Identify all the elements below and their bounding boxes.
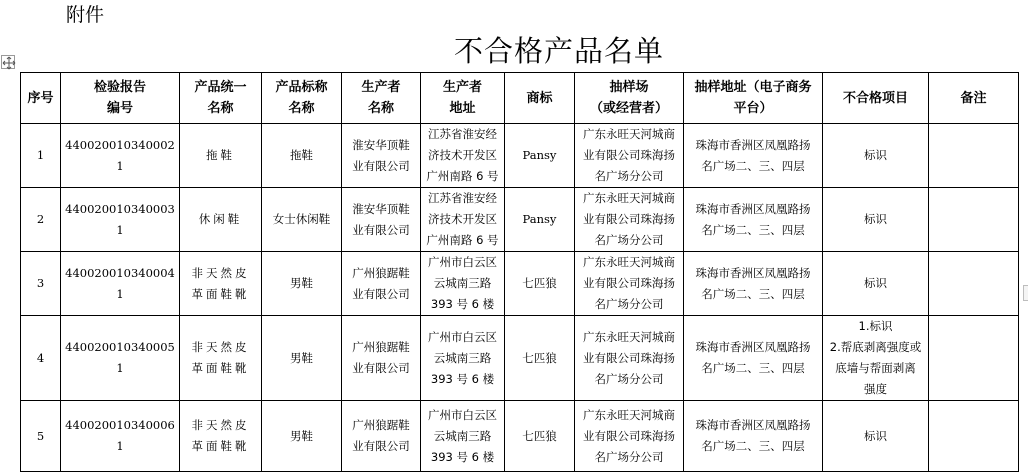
column-header xyxy=(61,73,180,124)
unqualified-items-line: 底墙与帮面剥离 xyxy=(835,361,916,375)
unqualified-items-line: 1.标识 xyxy=(858,319,893,333)
nominal-name-line: 男鞋 xyxy=(290,276,313,290)
sampling-address-line: 名广场二、三、四层 xyxy=(701,158,805,173)
brand-line: Pansy xyxy=(522,212,557,226)
table-row xyxy=(21,316,1019,401)
producer-address-line: 云城南三路 xyxy=(433,276,492,290)
producer-address-line: 393 号 6 楼 xyxy=(430,449,495,464)
sampling-address xyxy=(684,401,823,472)
remark xyxy=(929,188,1019,252)
row-number xyxy=(21,124,61,188)
unified-name-line: 革面鞋靴 xyxy=(191,361,250,375)
producer-address-line: 云城南三路 xyxy=(433,350,492,365)
scroll-edge-marker[interactable] xyxy=(1023,285,1028,301)
unified-name-line: 休闲鞋 xyxy=(198,212,243,226)
report-number xyxy=(61,316,180,401)
column-header xyxy=(929,73,1019,124)
column-header-line: 名称 xyxy=(207,101,234,116)
sampling-site-line: 名广场分公司 xyxy=(594,169,664,183)
report-number xyxy=(61,188,180,252)
brand xyxy=(505,316,575,401)
column-header-line: 序号 xyxy=(27,90,54,106)
producer-name xyxy=(342,401,421,472)
nominal-name xyxy=(262,316,342,401)
column-header xyxy=(342,73,421,124)
sampling-site-line: 名广场分公司 xyxy=(594,233,664,247)
row-number xyxy=(21,188,61,252)
sampling-site-line: 业有限公司珠海扬 xyxy=(583,148,675,162)
producer-address-line: 393 号 6 楼 xyxy=(430,297,495,311)
nominal-name xyxy=(262,124,342,188)
brand xyxy=(505,124,575,188)
unqualified-items-line: 标识 xyxy=(864,148,887,162)
unified-name-line: 非天然皮 xyxy=(191,418,250,432)
producer-address-line: 广州南路 6 号 xyxy=(426,169,499,183)
column-header-line: 名称 xyxy=(367,101,394,116)
column-header xyxy=(262,73,342,124)
sampling-site-line: 广东永旺天河城商 xyxy=(583,255,675,269)
remark xyxy=(929,252,1019,316)
sampling-site-line: 业有限公司珠海扬 xyxy=(583,212,675,226)
sampling-address xyxy=(684,252,823,316)
nominal-name-line: 女士休闲鞋 xyxy=(272,212,331,226)
nominal-name xyxy=(262,188,342,252)
sampling-address-line: 名广场二、三、四层 xyxy=(701,439,805,453)
document-title: 不合格产品名单 xyxy=(453,34,664,68)
nominal-name xyxy=(262,401,342,472)
producer-address-line: 广州市白云区 xyxy=(428,407,497,422)
sampling-address-line: 名广场二、三、四层 xyxy=(701,361,805,375)
sampling-address-line: 珠海市香洲区凤凰路扬 xyxy=(695,137,811,152)
table-row xyxy=(21,401,1019,472)
nominal-name xyxy=(262,252,342,316)
unqualified-items-line: 标识 xyxy=(864,212,887,226)
producer-name-line: 广州狼踞鞋 xyxy=(352,265,410,280)
sampling-site xyxy=(575,401,684,472)
producer-address xyxy=(421,252,505,316)
producer-address-line: 广州南路 6 号 xyxy=(426,233,499,247)
brand-line: 七匹狼 xyxy=(522,350,557,365)
report-number-line: 4400200103400021 xyxy=(65,137,175,173)
producer-name xyxy=(342,252,421,316)
producer-name-line: 淮安华顶鞋 xyxy=(352,201,410,216)
sampling-address-line: 名广场二、三、四层 xyxy=(701,286,805,301)
table-header-row xyxy=(21,73,1019,124)
column-header-line: 平台） xyxy=(733,101,773,116)
sampling-address-line: 珠海市香洲区凤凰路扬 xyxy=(695,340,811,354)
sampling-site-line: 业有限公司珠海扬 xyxy=(583,428,675,443)
producer-address-line: 济技术开发区 xyxy=(428,212,497,226)
sampling-site-line: 名广场分公司 xyxy=(594,297,664,311)
unqualified-items xyxy=(823,316,929,401)
producer-address-line: 广州市白云区 xyxy=(428,255,497,269)
sampling-address-line: 珠海市香洲区凤凰路扬 xyxy=(695,265,811,280)
brand xyxy=(505,188,575,252)
producer-address xyxy=(421,124,505,188)
column-header-line: 产品标称 xyxy=(275,80,328,95)
column-header xyxy=(21,73,61,124)
row-number-line: 3 xyxy=(36,276,45,290)
report-number xyxy=(61,252,180,316)
unified-name-line: 革面鞋靴 xyxy=(191,286,250,301)
unified-name xyxy=(180,252,262,316)
unqualified-items xyxy=(823,401,929,472)
sampling-address-line: 珠海市香洲区凤凰路扬 xyxy=(695,418,811,432)
brand xyxy=(505,252,575,316)
report-number xyxy=(61,401,180,472)
brand xyxy=(505,401,575,472)
producer-name-line: 业有限公司 xyxy=(352,439,410,453)
column-header-line: 地址 xyxy=(449,101,476,116)
column-header-line: 检验报告 xyxy=(93,80,146,95)
producer-name-line: 业有限公司 xyxy=(352,158,410,173)
column-header-line: 抽样地址（电子商务 xyxy=(694,80,812,95)
column-header xyxy=(505,73,575,124)
unified-name-line: 非天然皮 xyxy=(191,340,250,354)
sampling-address xyxy=(684,124,823,188)
producer-name-line: 淮安华顶鞋 xyxy=(352,137,410,152)
attachment-label: 附件 xyxy=(66,4,105,26)
unified-name xyxy=(180,188,262,252)
table-row xyxy=(21,188,1019,252)
unqualified-items xyxy=(823,124,929,188)
producer-name-line: 业有限公司 xyxy=(352,361,410,375)
row-number-line: 5 xyxy=(36,428,45,443)
sampling-site-line: 名广场分公司 xyxy=(594,371,664,386)
row-number xyxy=(21,316,61,401)
unqualified-items xyxy=(823,188,929,252)
sampling-address-line: 名广场二、三、四层 xyxy=(701,222,805,237)
sampling-site xyxy=(575,316,684,401)
remark xyxy=(929,124,1019,188)
unqualified-items-line: 强度 xyxy=(864,382,887,396)
column-header-line: 不合格项目 xyxy=(842,90,908,106)
column-header-line: （或经营者） xyxy=(589,101,668,116)
unified-name xyxy=(180,401,262,472)
row-number-line: 1 xyxy=(36,148,45,162)
remark xyxy=(929,401,1019,472)
row-number-line: 4 xyxy=(36,350,45,365)
sampling-site xyxy=(575,252,684,316)
column-header-line: 生产者 xyxy=(361,80,401,95)
column-header xyxy=(180,73,262,124)
producer-address-line: 393 号 6 楼 xyxy=(430,371,495,386)
unqualified-items xyxy=(823,252,929,316)
column-header xyxy=(575,73,684,124)
unqualified-items-line: 2.帮底剥离强度或 xyxy=(829,340,922,354)
producer-name-line: 广州狼踞鞋 xyxy=(352,340,410,354)
column-header-line: 商标 xyxy=(526,90,553,106)
sampling-site-line: 广东永旺天河城商 xyxy=(583,407,675,422)
unified-name xyxy=(180,316,262,401)
unified-name-line: 革面鞋靴 xyxy=(191,439,250,453)
sampling-address xyxy=(684,316,823,401)
nominal-name-line: 男鞋 xyxy=(290,428,313,443)
column-header xyxy=(823,73,929,124)
producer-address-line: 广州市白云区 xyxy=(428,329,497,344)
sampling-site-line: 广东永旺天河城商 xyxy=(583,329,675,344)
table-body xyxy=(21,124,1019,472)
table-row xyxy=(21,124,1019,188)
producer-address-line: 江苏省淮安经 xyxy=(428,127,497,141)
report-number-line: 4400200103400041 xyxy=(65,265,175,301)
sampling-site-line: 广东永旺天河城商 xyxy=(583,127,675,141)
producer-name-line: 广州狼踞鞋 xyxy=(352,418,410,432)
unqualified-items-line: 标识 xyxy=(864,428,887,443)
row-number xyxy=(21,401,61,472)
column-header-line: 生产者 xyxy=(442,80,482,95)
sampling-site-line: 业有限公司珠海扬 xyxy=(583,276,675,290)
producer-address-line: 江苏省淮安经 xyxy=(428,191,497,205)
producer-name xyxy=(342,188,421,252)
unified-name-line: 拖鞋 xyxy=(206,148,235,162)
sampling-address xyxy=(684,188,823,252)
column-header-line: 备注 xyxy=(960,90,987,106)
producer-name-line: 业有限公司 xyxy=(352,222,410,237)
brand-line: Pansy xyxy=(522,148,557,162)
sampling-site xyxy=(575,188,684,252)
producer-name xyxy=(342,124,421,188)
column-header xyxy=(684,73,823,124)
report-number xyxy=(61,124,180,188)
column-header-line: 产品统一 xyxy=(194,80,247,95)
unified-name xyxy=(180,124,262,188)
report-number-line: 4400200103400061 xyxy=(65,418,175,453)
column-header-line: 编号 xyxy=(106,101,133,116)
row-number xyxy=(21,252,61,316)
nominal-name-line: 男鞋 xyxy=(290,350,313,365)
column-header xyxy=(421,73,505,124)
unqualified-products-table xyxy=(20,72,1019,472)
report-number-line: 4400200103400051 xyxy=(65,340,175,375)
sampling-address-line: 珠海市香洲区凤凰路扬 xyxy=(695,201,811,216)
producer-address-line: 云城南三路 xyxy=(433,428,492,443)
report-number-line: 4400200103400031 xyxy=(65,201,175,237)
column-header-line: 名称 xyxy=(288,101,315,116)
sampling-site-line: 业有限公司珠海扬 xyxy=(583,350,675,365)
unqualified-items-line: 标识 xyxy=(864,276,887,290)
row-number-line: 2 xyxy=(36,212,45,226)
producer-address xyxy=(421,401,505,472)
brand-line: 七匹狼 xyxy=(522,276,557,290)
remark xyxy=(929,316,1019,401)
producer-address-line: 济技术开发区 xyxy=(428,148,497,162)
producer-name-line: 业有限公司 xyxy=(352,286,410,301)
table-row xyxy=(21,252,1019,316)
nominal-name-line: 拖鞋 xyxy=(290,148,313,162)
brand-line: 七匹狼 xyxy=(522,428,557,443)
sampling-site-line: 名广场分公司 xyxy=(594,449,664,464)
unified-name-line: 非天然皮 xyxy=(191,265,250,280)
producer-address xyxy=(421,188,505,252)
sampling-site xyxy=(575,124,684,188)
sampling-site-line: 广东永旺天河城商 xyxy=(583,191,675,205)
column-header-line: 抽样场 xyxy=(609,80,649,95)
producer-name xyxy=(342,316,421,401)
producer-address xyxy=(421,316,505,401)
